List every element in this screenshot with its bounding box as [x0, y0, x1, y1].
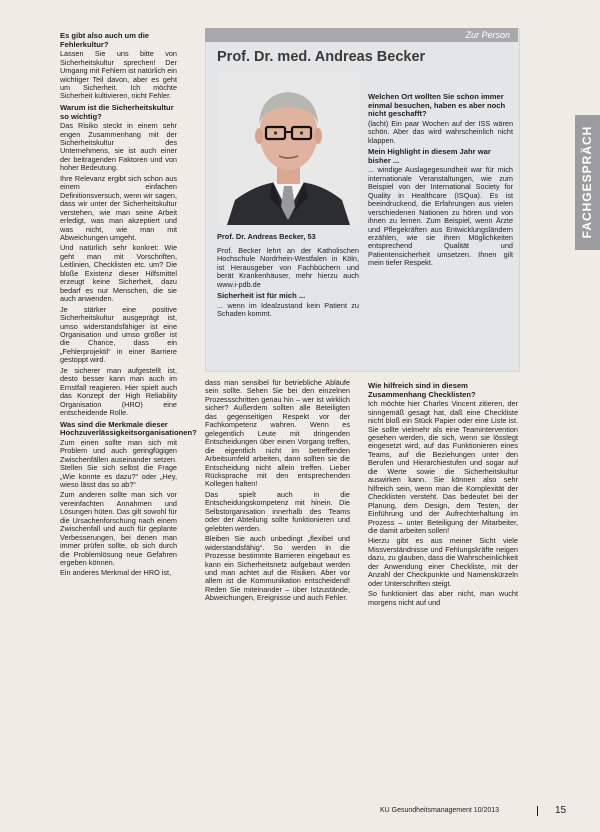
profile-answer: ... windige Auslagegesundheit war für mich internationale Veranstaltungen, wie zum Beispiel von der International Society for Quality in Healthcare (ISQua). Es ist beeindruckend, die Erfahrungen aus vielen verschiedenen Nationen zu hören und von ihnen zu lernen. Zum Beispiel, wenn Ärzte und Pflegekräften aus Entwicklungsländern erzählen, wie sie ihren Möglichkeiten entsprechend Qualität und Patientensicherheit umsetzen. Ihnen gilt mein tiefer Respekt.	[368, 165, 513, 268]
answer-paragraph: dass man sensibel für betriebliche Abläufe sein sollte. Sehen Sie bei den einzelnen Prozessschritten genau hin – wer ist wirklich sicher? Außerdem sollten alle Beteiligten das gegenseitigen Respekt vor der Fachkompetenz wahren. Wenn es gelegentlich Leute mit dringenden Entscheidungen über einen Vorgang treffen, die eigentlich nicht im betreffenden Arbeitsumfeld arbeiten, dann sollten sie die Entscheidung nicht allein treffen. Lieber Rücksprache mit den entsprechenden Kollegen halten!	[205, 378, 350, 489]
question-heading: Es gibt also auch um die Fehlerkultur?	[60, 31, 150, 49]
article-column-3	[368, 379, 518, 609]
answer-paragraph: Das spielt auch in die Entscheidungskompetenz mit hinein. Die Selbstorganisation innerhalb des Teams oder der Abteilung sollte funktionieren und gelebten werden.	[205, 489, 350, 533]
profile-title: Prof. Dr. med. Andreas Becker	[217, 49, 426, 65]
answer-paragraph: Je stärker eine positive Sicherheitskultur ausgeprägt ist, umso widerstandsfähiger ist eine Organisation und umso größer ist die Chance, dass ein „Fehlerprojektil“ in einer Barriere gestoppt wird.	[60, 304, 177, 365]
profile-answer: ... wenn im Idealzustand kein Patient zu Schaden kommt.	[217, 300, 359, 319]
page-footer	[380, 804, 580, 818]
section-tab-label: FACHGESPRÄCH	[580, 125, 594, 239]
article-column-1	[60, 29, 197, 580]
magazine-name: KU Gesundheitsmanagement 10/2013	[380, 807, 500, 814]
answer-paragraph: Zum einen sollte man sich mit Problem und auch geringfügigen Zwischenfällen auseinander setzen. Stellen Sie sich selbst die Frage „Wie konnte es dazu?“ oder „Hey, wieso lässt das so ab?“	[60, 437, 177, 489]
profile-question: Mein Highlight in diesem Jahr war bisher ...	[368, 147, 491, 165]
profile-qa-column	[368, 90, 513, 270]
answer-paragraph: So funktioniert das aber nicht, man wucht morgens nicht auf und	[368, 589, 518, 607]
answer-paragraph: Zum anderen sollte man sich vor vereinfachten Annahmen und Lösungen hüten. Das gilt sowohl für die Ursachenforschung nach einem Zwischenfall und auch für geplante Verbesserungen, bei denen man immer prüfen sollte, ob sich durch die Problemlösung neue Gefahren ergeben können.	[60, 490, 177, 568]
answer-paragraph: Ich möchte hier Charles Vincent zitieren, der sinngemäß gesagt hat, daß eine Checkliste nicht bloß ein Stück Papier oder eine Liste ist. Sie sollte vielmehr als eine Teamintervention gesehen werden, die sich, wenn sie lösslegt eingesetzt wird, auf das Funktionieren eines Teams, auf die Beziehungen unter den Berufen und Hierarchiestufen und sogar auf die Werte sowie die Sicherheitskultur auswirken kann. Sie können also sehr hilfreich sein, wenn man die Komplexität der Checklisten versteht. Das bedeutet bei der Planung, dem Design, dem Testen, der Einführung und der Aufrechterhaltung im Prozess – unter Beteiligung der Mitarbeiter, die damit arbeiten sollen!	[368, 399, 518, 535]
answer-paragraph: Das Risiko steckt in einem sehr engen Zusammenhang mit der Sicherheitskultur des Unternehmens, sie ist auch einer der beitragenden Faktoren und von hoher Bedeutung.	[60, 121, 177, 173]
answer-paragraph: Ihre Relevanz ergibt sich schon aus einem einfachen Definitionsversuch, wenn wir sagen, dass wir unter der Sicherheitskultur verstehen, wie man seine Arbeit erledigt, was man akzeptiert und was nicht, wie man mit Abweichungen umgeht.	[60, 173, 177, 242]
profile-question: Sicherheit ist für mich ...	[217, 291, 306, 301]
answer-paragraph: Bleiben Sie auch unbedingt „flexibel und widerstandsfähig“. So werden in die Prozesse bestimmte Barrieren eingebaut es kann ein Sicherheitsnetz aufgebaut werden und man achtet auf die Risiken. Aber vor allem ist die Kommunikation entscheidend! Reden Sie miteinander – über Istzustände, Abweichungen, Ereignisse und auch Fehler.	[205, 534, 350, 603]
profile-bio-column	[217, 247, 359, 321]
question-heading: Warum ist die Sicherheitskultur so wichtig?	[60, 102, 174, 121]
question-heading: Was sind die Merkmale dieser Hochzuverlässigkeitsorganisationen?	[60, 419, 197, 438]
photo-caption: Prof. Dr. Andreas Becker, 53	[217, 232, 316, 241]
profile-box-tag-label: Zur Person	[465, 30, 510, 40]
answer-paragraph: Je sicherer man aufgestellt ist, desto besser kann man auch im Ernstfall reagieren. Hier spielt auch das Konzept der High Reliability Organisation (HRO) eine entscheidende Rolle.	[60, 365, 177, 418]
profile-bio: Prof. Becker lehrt an der Katholischen Hochschule Nordrhein-Westfalen in Köln, ist Herausgeber von Fachbüchern und berät Krankenhäuser, mehr hierzu auch www.i-pdb.de	[217, 246, 359, 289]
portrait-illustration	[217, 72, 360, 225]
answer-paragraph: Hierzu gibt es aus meiner Sicht viele Missverständnisse und Fehlungskräfte neigen dazu, zu glauben, dass die Wahrscheinlichkeit der Anwendung einer Checkliste, mit der Anzahl der Checkpunkte und Namenskürzeln oder Unterschriften steigt.	[368, 536, 518, 588]
article-column-2	[205, 379, 350, 605]
section-tab	[575, 115, 600, 250]
profile-box-tag	[205, 28, 518, 42]
footer-divider	[537, 806, 538, 816]
answer-paragraph: Und natürlich sehr konkret: Wie geht man mit Vorschriften, Leitlinien, Checklisten etc. um? Die bloße Existenz dieser Hilfsmittel erzeugt keine Sicherheit, dazu bedarf es nur Menschen, die sie auch anwenden.	[60, 243, 177, 304]
answer-paragraph: Lassen Sie uns bitte von Sicherheitskultur sprechen! Der Umgang mit Fehlern ist natürlich ein wichtiger Teil davon, aber es geht um Sicherheit. Ich möchte Sicherheit kultivieren, nicht Fehler.	[60, 49, 177, 101]
answer-paragraph: Ein anderes Merkmal der HRO ist,	[60, 568, 172, 578]
page-number: 15	[555, 805, 567, 816]
profile-answer: (lacht) Ein paar Wochen auf der ISS wären schön. Aber das wird wahrscheinlich nicht klappen.	[368, 118, 513, 145]
portrait-photo	[217, 72, 360, 225]
question-heading: Wie hilfreich sind in diesem Zusammenhang Checklisten?	[368, 381, 476, 399]
profile-question: Welchen Ort wollten Sie schon immer einmal besuchen, haben es aber noch nicht geschafft?	[368, 92, 506, 119]
